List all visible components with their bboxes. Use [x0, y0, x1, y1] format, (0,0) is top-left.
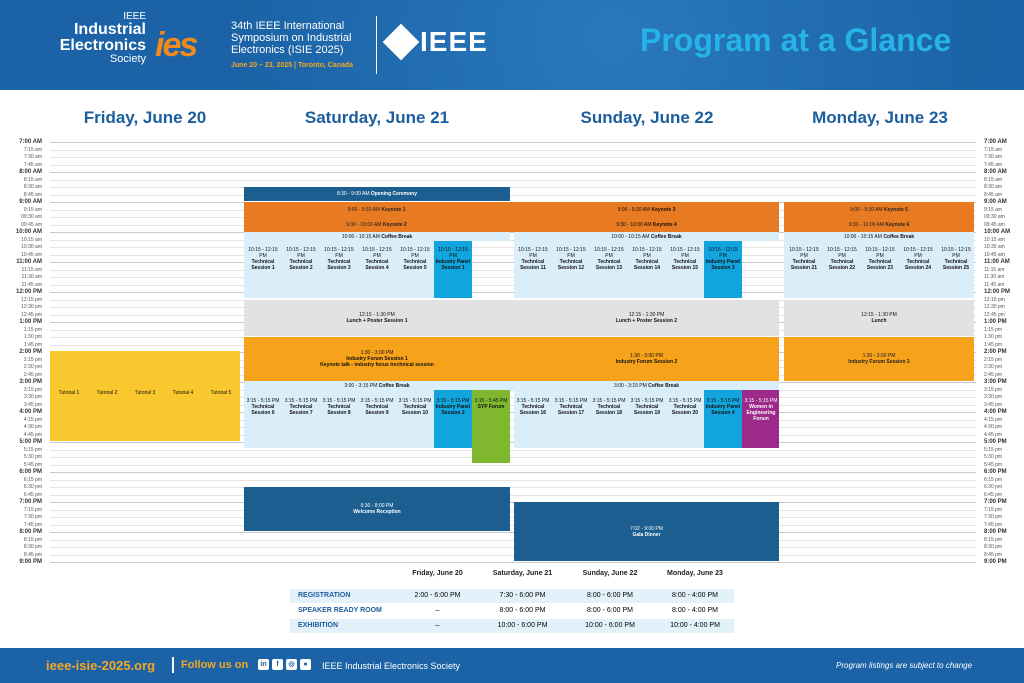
- grid-line: [50, 487, 976, 488]
- sun-morning-session-3: 10:15 - 12:15 PM Technical Session 13: [594, 247, 624, 271]
- time-label-left: 9:00 AM: [19, 199, 42, 205]
- time-label-right: 8:45 am: [984, 191, 1003, 198]
- sun-afternoon-session-3: 3:15 - 5:15 PM Technical Session 18: [592, 398, 626, 416]
- time-label-right: 4:15 pm: [984, 416, 1003, 423]
- grid-line: [50, 195, 976, 196]
- grid-line: [50, 180, 976, 181]
- time-label-left: 7:00 PM: [19, 499, 42, 505]
- sat-morning-session-3: 10:15 - 12:15 PM Technical Session 3: [324, 247, 354, 271]
- time-label-left: 4:45 pm: [23, 431, 42, 438]
- time-label-right: 8:15 am: [984, 176, 1003, 183]
- time-label-right: 1:00 PM: [984, 319, 1007, 325]
- reg-row-exhibition: EXHIBITION – 10:00 - 6:00 PM 10:00 - 6:00 PM 10:00 - 4:00 PM: [290, 619, 734, 633]
- time-label-right: 4:45 pm: [984, 431, 1003, 438]
- time-label-left: 8:30 pm: [23, 544, 42, 550]
- society-name: IEEE Industrial Electronics Society: [322, 661, 461, 671]
- time-label-right: 3:15 pm: [984, 386, 1003, 393]
- time-label-left: 3:30 pm: [23, 394, 42, 400]
- time-label-left: 12:15 pm: [21, 296, 42, 303]
- time-label-left: 10:45 am: [21, 251, 42, 258]
- time-label-right: 7:30 pm: [984, 514, 1003, 520]
- time-label-left: 7:45 am: [23, 161, 42, 168]
- sun-morning-session-2: 10:15 - 12:15 PM Technical Session 12: [556, 247, 586, 271]
- opening-ceremony: 8:30 - 9:00 AM Opening Ceremony: [244, 187, 510, 201]
- grid-line: [50, 547, 976, 548]
- time-label-left: 5:30 pm: [23, 454, 42, 460]
- time-label-right: 6:00 PM: [984, 469, 1007, 475]
- time-label-right: 8:30 am: [984, 184, 1003, 190]
- mon-morning-session-3: 10:15 - 12:15 PM Technical Session 23: [865, 247, 895, 271]
- grid-line: [50, 480, 976, 481]
- sun-afternoon-session-7: 3:15 - 5:15 PM Women in Engineering Forum: [744, 398, 778, 422]
- other-social-icon[interactable]: ●: [300, 659, 311, 670]
- time-label-right: 7:15 pm: [984, 506, 1003, 513]
- welcome-reception: 6:30 - 8:00 PM Welcome Reception: [244, 487, 510, 531]
- time-label-left: 2:30 pm: [23, 364, 42, 370]
- day-heading-saturday: Saturday, June 21: [304, 108, 450, 127]
- grid-line: [50, 150, 976, 151]
- time-label-left: 10:00 AM: [15, 229, 42, 235]
- mon-lunch: 12:15 - 1:30 PM Lunch: [784, 300, 974, 336]
- time-label-left: 2:45 pm: [23, 371, 42, 378]
- time-label-left: 10:30 am: [21, 244, 42, 250]
- sat-afternoon-session-4: 3:15 - 5:15 PM Technical Session 9: [360, 398, 394, 416]
- sat-forum: 1:30 - 3:00 PM Industry Forum Session 1 Keynote talk - industry focus trechnical session: [320, 350, 434, 368]
- mon-coffee-break-1: 10:00 - 10:15 AM Coffee Break: [784, 232, 974, 241]
- time-label-left: 7:30 am: [23, 154, 42, 160]
- conference-dates: June 20 – 23, 2025 | Toronto, Canada: [231, 62, 354, 69]
- sun-afternoon-session-2: 3:15 - 5:15 PM Technical Session 17: [554, 398, 588, 416]
- day-heading-monday: Monday, June 23: [812, 108, 948, 127]
- sat-morning-session-1: 10:15 - 12:15 PM Technical Session 1: [248, 247, 278, 271]
- time-label-left: 9:15 am: [23, 206, 42, 213]
- sun-afternoon-session-6: 3:15 - 5:15 PM Industry Panel Session 4: [705, 398, 741, 416]
- sat-keynote-2: 9:30 - 10:00 AM Keynote 2: [244, 217, 779, 232]
- time-label-left: 1:30 pm: [23, 334, 42, 340]
- time-label-right: 3:30 pm: [984, 394, 1003, 400]
- follow-us-label: Follow us on: [181, 659, 249, 671]
- grid-line: [50, 142, 976, 143]
- time-label-right: 2:45 pm: [984, 371, 1003, 378]
- time-label-right: 11:15 am: [984, 266, 1005, 273]
- time-label-right: 4:00 PM: [984, 409, 1007, 415]
- time-label-left: 09:30 am: [21, 214, 42, 220]
- grid-line: [50, 457, 976, 458]
- time-label-right: 6:15 pm: [984, 476, 1003, 483]
- grid-line: [50, 510, 976, 511]
- disclaimer-note: Program listings are subject to change: [836, 661, 973, 670]
- grid-line: [50, 442, 976, 443]
- time-label-left: 2:15 pm: [23, 356, 42, 363]
- ies-logo-icon: ies: [155, 26, 197, 64]
- ies-society-logo: IEEE Industrial Electronics Society: [59, 11, 146, 65]
- time-label-left: 09:45 am: [21, 221, 42, 228]
- time-label-left: 11:15 am: [21, 266, 42, 273]
- time-label-left: 6:15 pm: [23, 476, 42, 483]
- mon-morning-session-4: 10:15 - 12:15 PM Technical Session 24: [903, 247, 933, 271]
- time-label-right: 10:30 am: [984, 244, 1005, 250]
- time-label-right: 11:00 AM: [984, 259, 1010, 265]
- sat-lunch: 12:15 - 1:30 PM Lunch + Poster Session 1: [346, 312, 408, 324]
- day-heading-friday: Friday, June 20: [83, 108, 207, 127]
- header-banner: [0, 0, 1024, 90]
- time-label-right: 09:30 am: [984, 214, 1005, 220]
- sun-morning-session-6: 10:15 - 12:15 PM Industry Panel Session 3: [705, 247, 741, 271]
- time-label-right: 8:30 pm: [984, 544, 1003, 550]
- time-label-left: 6:30 pm: [23, 484, 42, 490]
- time-label-right: 2:15 pm: [984, 356, 1003, 363]
- mon-keynote-5: 9:00 - 9:30 AM Keynote 5: [784, 202, 974, 217]
- reg-col-friday: Friday, June 20: [412, 570, 463, 577]
- mon-morning-session-2: 10:15 - 12:15 PM Technical Session 22: [827, 247, 857, 271]
- time-label-left: 4:15 pm: [23, 416, 42, 423]
- sat-morning-session-4: 10:15 - 12:15 PM Technical Session 4: [362, 247, 392, 271]
- time-label-left: 6:45 pm: [23, 491, 42, 498]
- grid-line: [50, 517, 976, 518]
- time-label-right: 12:30 pm: [984, 304, 1005, 310]
- grid-line: [50, 532, 976, 533]
- sat-coffee-break-2: 3:00 - 3:15 PM Coffee Break: [344, 382, 410, 389]
- sat-keynote-1: 9:00 - 9:30 AM Keynote 1: [244, 202, 779, 217]
- time-label-right: 3:45 pm: [984, 401, 1003, 408]
- time-label-right: 7:00 AM: [984, 139, 1007, 145]
- time-label-left: 8:45 pm: [23, 551, 42, 558]
- time-label-left: 2:00 PM: [19, 349, 42, 355]
- time-label-left: 8:30 am: [23, 184, 42, 190]
- time-label-right: 5:30 pm: [984, 454, 1003, 460]
- sun-morning-session-5: 10:15 - 12:15 PM Technical Session 15: [670, 247, 700, 271]
- sun-coffee-break-2: 3:00 - 3:15 PM Coffee Break: [613, 382, 680, 389]
- day-heading-sunday: Sunday, June 22: [580, 108, 714, 127]
- time-label-left: 7:00 AM: [19, 139, 42, 145]
- reg-row-registration: REGISTRATION 2:00 - 6:00 PM 7:30 - 6:00 PM 8:00 - 6:00 PM 8:00 - 4:00 PM: [290, 589, 734, 603]
- sat-morning-session-2: 10:15 - 12:15 PM Technical Session 2: [286, 247, 316, 271]
- time-label-right: 10:00 AM: [984, 229, 1011, 235]
- header-divider: [376, 16, 377, 74]
- grid-line: [50, 540, 976, 541]
- sun-afternoon-session-1: 3:15 - 5:15 PM Technical Session 16: [516, 398, 550, 416]
- mon-morning-session-1: 10:15 - 12:15 PM Technical Session 21: [789, 247, 819, 271]
- facebook-icon[interactable]: f: [272, 659, 283, 670]
- time-label-left: 8:00 PM: [19, 529, 42, 535]
- time-label-left: 12:45 pm: [21, 311, 42, 318]
- sat-afternoon-session-3: 3:15 - 5:15 PM Technical Session 8: [322, 398, 356, 416]
- mon-keynote-6: 9:30 - 10:00 AM Keynote 6: [784, 217, 974, 232]
- grid-line: [50, 495, 976, 496]
- sat-afternoon-session-5: 3:15 - 5:15 PM Technical Session 10: [398, 398, 432, 416]
- time-label-right: 8:15 pm: [984, 536, 1003, 543]
- grid-line: [50, 450, 976, 451]
- time-label-right: 12:15 pm: [984, 296, 1005, 303]
- time-label-right: 2:00 PM: [984, 349, 1007, 355]
- footer: [0, 648, 1024, 683]
- gala-dinner: 7:02 - 9:00 PM Gala Dinner: [514, 502, 779, 561]
- time-label-right: 10:15 am: [984, 236, 1005, 243]
- grid-line: [50, 165, 976, 166]
- tutorial-4: Tutorial 4: [172, 390, 194, 396]
- time-label-right: 8:00 PM: [984, 529, 1007, 535]
- grid-line: [50, 555, 976, 556]
- sun-coffee-break-1: 10:00 - 10:15 AM Coffee Break: [514, 232, 779, 241]
- time-label-left: 6:00 PM: [19, 469, 42, 475]
- time-label-left: 8:00 AM: [19, 169, 42, 175]
- page-title: Program at a Glance: [640, 22, 952, 58]
- sun-afternoon-session-5: 3:15 - 5:15 PM Technical Session 20: [668, 398, 702, 416]
- grid-line: [50, 525, 976, 526]
- time-label-left: 1:15 pm: [23, 326, 42, 333]
- time-label-left: 5:15 pm: [23, 446, 42, 453]
- mon-forum: 1:30 - 3:00 PM Industry Forum Session 3: [784, 337, 974, 381]
- time-label-right: 5:45 pm: [984, 461, 1003, 468]
- time-label-left: 7:15 am: [23, 146, 42, 153]
- sun-forum: 1:30 - 3:00 PM Industry Forum Session 2: [615, 353, 678, 365]
- time-label-left: 4:30 pm: [23, 424, 42, 430]
- time-label-left: 1:00 PM: [19, 319, 42, 325]
- time-label-left: 10:15 am: [21, 236, 42, 243]
- sat-coffee-break-1: 10:00 - 10:15 AM Coffee Break: [244, 232, 510, 241]
- time-label-left: 8:45 am: [23, 191, 42, 198]
- time-label-left: 3:00 PM: [19, 379, 42, 385]
- time-label-left: 11:00 AM: [16, 259, 42, 265]
- time-label-left: 3:15 pm: [23, 386, 42, 393]
- time-label-right: 4:30 pm: [984, 424, 1003, 430]
- reg-col-saturday: Saturday, June 21: [492, 570, 553, 577]
- time-label-left: 8:15 pm: [23, 536, 42, 543]
- sun-lunch: 12:15 - 1:30 PM Lunch + Poster Session 2: [616, 312, 677, 324]
- conference-title: 34th IEEE International Symposium on Industrial Electronics (ISIE 2025): [231, 20, 352, 56]
- sat-morning-session-6: 10:15 - 12:15 PM Industry Panel Session 1: [435, 247, 471, 271]
- time-label-right: 8:45 pm: [984, 551, 1003, 558]
- sun-morning-session-1: 10:15 - 12:15 PM Technical Session 11: [518, 247, 548, 271]
- time-label-left: 8:15 am: [23, 176, 42, 183]
- time-label-right: 6:30 pm: [984, 484, 1003, 490]
- sun-keynote-3: 9:00 - 9:30 AM Keynote 3: [617, 206, 676, 213]
- footer-divider: [172, 657, 174, 673]
- grid-line: [50, 187, 976, 188]
- sun-afternoon-session-4: 3:15 - 5:15 PM Technical Session 19: [630, 398, 664, 416]
- time-label-right: 1:30 pm: [984, 334, 1003, 340]
- time-label-right: 10:45 am: [984, 251, 1005, 258]
- time-label-right: 11:30 am: [984, 274, 1005, 280]
- grid-line: [50, 172, 976, 173]
- tutorial-2: Tutorial 2: [96, 390, 118, 396]
- time-label-right: 7:45 am: [984, 161, 1003, 168]
- linkedin-icon[interactable]: in: [258, 659, 269, 670]
- grid-line: [50, 472, 976, 473]
- time-label-right: 09:45 am: [984, 221, 1005, 228]
- time-label-left: 11:45 am: [21, 281, 42, 288]
- time-label-left: 11:30 am: [21, 274, 42, 280]
- time-label-right: 11:45 am: [984, 281, 1005, 288]
- ieee-diamond-icon: [383, 24, 420, 61]
- time-label-right: 8:00 AM: [984, 169, 1007, 175]
- reg-col-sunday: Sunday, June 22: [582, 570, 638, 577]
- sat-afternoon-session-1: 3:15 - 5:15 PM Technical Session 6: [246, 398, 280, 416]
- mon-morning-session-5: 10:15 - 12:15 PM Technical Session 25: [941, 247, 971, 271]
- sun-morning-session-4: 10:15 - 12:15 PM Technical Session 14: [632, 247, 662, 271]
- time-label-right: 12:45 pm: [984, 311, 1005, 318]
- tutorial-1: Tutorial 1: [58, 390, 80, 396]
- time-label-right: 7:45 pm: [984, 521, 1003, 528]
- sat-morning-session-5: 10:15 - 12:15 PM Technical Session 5: [400, 247, 430, 271]
- time-label-left: 12:00 PM: [15, 289, 42, 295]
- time-label-left: 7:45 pm: [23, 521, 42, 528]
- time-label-left: 5:00 PM: [19, 439, 42, 445]
- time-label-right: 7:15 am: [984, 146, 1003, 153]
- time-label-left: 7:30 pm: [23, 514, 42, 520]
- reg-row-speaker-ready-room: SPEAKER READY ROOM – 8:00 - 6:00 PM 8:00 - 6:00 PM 8:00 - 4:00 PM: [290, 604, 734, 618]
- instagram-icon[interactable]: ◎: [286, 659, 297, 670]
- time-label-left: 3:45 pm: [23, 401, 42, 408]
- time-label-left: 5:45 pm: [23, 461, 42, 468]
- time-label-right: 3:00 PM: [984, 379, 1007, 385]
- social-icons: [258, 659, 311, 670]
- grid-line: [50, 502, 976, 503]
- sat-afternoon-session-7: 3:15 - 5:45 PM SYP Forum: [474, 398, 508, 410]
- time-label-right: 9:15 am: [984, 206, 1003, 213]
- time-label-right: 2:30 pm: [984, 364, 1003, 370]
- time-label-left: 7:15 pm: [23, 506, 42, 513]
- time-label-right: 5:15 pm: [984, 446, 1003, 453]
- friday-tutorials-block: [50, 351, 240, 441]
- sun-keynote-4: 9:30 - 10:00 AM Keynote 4: [616, 221, 677, 228]
- time-label-left: 4:00 PM: [19, 409, 42, 415]
- website-link[interactable]: ieee-isie-2025.org: [46, 658, 156, 673]
- time-label-right: 9:00 AM: [984, 199, 1007, 205]
- sat-afternoon-session-2: 3:15 - 5:15 PM Technical Session 7: [284, 398, 318, 416]
- time-label-left: 12:30 pm: [21, 304, 42, 310]
- ieee-logo: IEEE: [388, 26, 488, 58]
- time-label-right: 1:15 pm: [984, 326, 1003, 333]
- grid-line: [50, 465, 976, 466]
- time-label-right: 9:00 PM: [984, 559, 1007, 565]
- time-label-right: 12:00 PM: [984, 289, 1011, 295]
- reg-col-monday: Monday, June 23: [667, 570, 723, 577]
- time-label-right: 5:00 PM: [984, 439, 1007, 445]
- tutorial-5: Tutorial 5: [210, 390, 232, 396]
- time-label-right: 6:45 pm: [984, 491, 1003, 498]
- time-label-right: 7:00 PM: [984, 499, 1007, 505]
- sat-afternoon-session-6: 3:15 - 5:15 PM Industry Panel Session 2: [435, 398, 471, 416]
- time-label-left: 9:00 PM: [19, 559, 42, 565]
- time-label-left: 1:45 pm: [23, 341, 42, 348]
- grid-line: [50, 562, 976, 563]
- time-label-right: 1:45 pm: [984, 341, 1003, 348]
- grid-line: [50, 157, 976, 158]
- tutorial-3: Tutorial 3: [134, 390, 156, 396]
- time-label-right: 7:30 am: [984, 154, 1003, 160]
